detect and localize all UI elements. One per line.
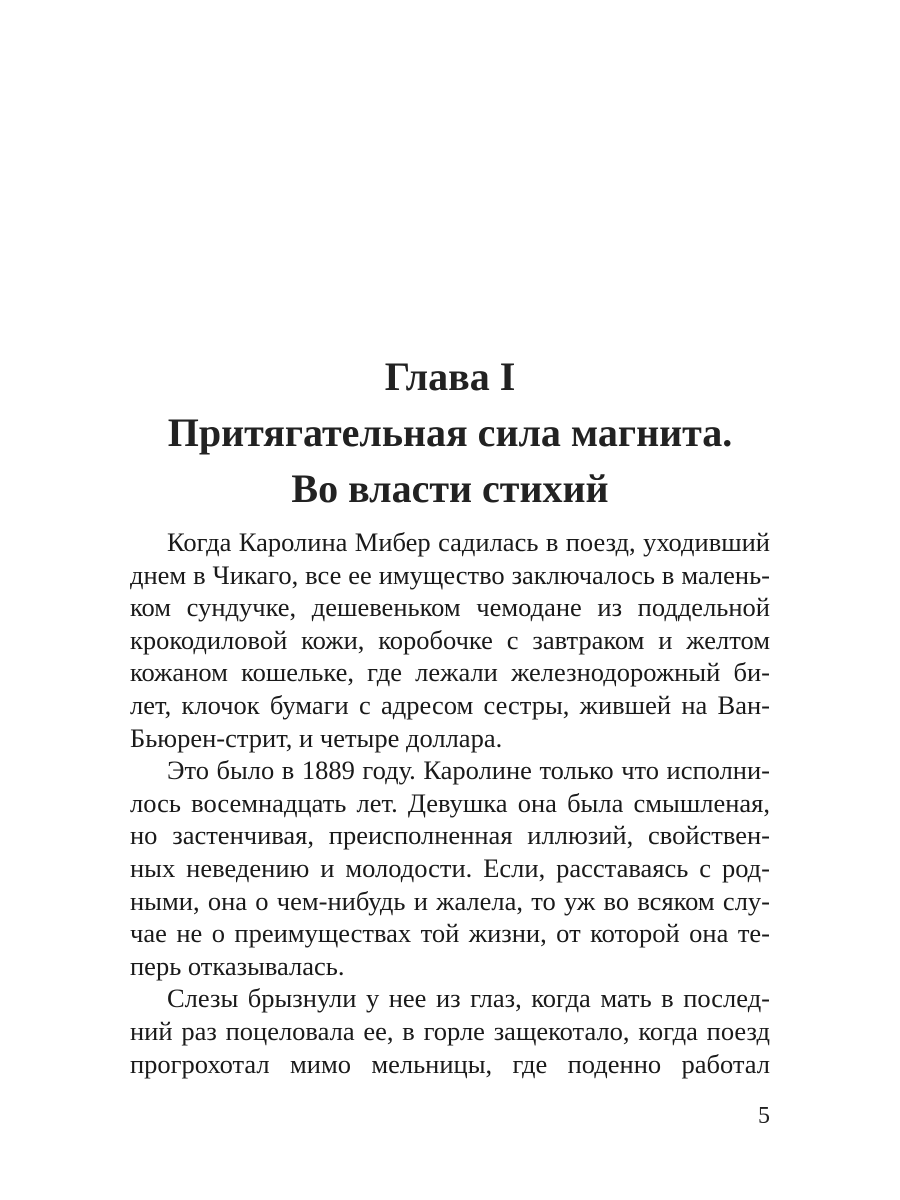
text-line: ком сундучке, дешевеньком чемодане из поддельной	[130, 592, 770, 623]
text-line: перь отказывалась.	[130, 950, 345, 981]
text-line: ных неведению и молодости. Если, расставаясь с род-	[130, 852, 770, 883]
text-line: Слезы брызнули у нее из глаз, когда мать в послед-	[167, 983, 770, 1014]
paragraph-2	[130, 754, 770, 982]
text-line: прогрохотал мимо мельницы, где поденно работал	[130, 1048, 770, 1079]
text-line: но застенчивая, преисполненная иллюзий, свойствен-	[130, 820, 770, 851]
page-number: 5	[758, 1103, 770, 1129]
text-line: лось восемнадцать лет. Девушка она была смышленая,	[130, 787, 770, 818]
text-line: крокодиловой кожи, коробочке с завтраком и желтом	[130, 624, 770, 655]
chapter-title-line-1: Притягательная сила магнита.	[167, 410, 733, 455]
chapter-title-line-2: Во власти стихий	[291, 466, 609, 511]
paragraph-3	[130, 982, 770, 1080]
text-line: ний раз поцеловала ее, в горле защекотало, когда поезд	[130, 1015, 770, 1046]
text-line: лет, клочок бумаги с адресом сестры, жившей на Ван-	[130, 689, 770, 720]
chapter-number: Глава I	[384, 354, 516, 399]
chapter-heading	[130, 349, 770, 517]
text-line: чае не о преимуществах той жизни, от которой она те-	[130, 918, 770, 949]
text-line: Когда Каролина Мибер садилась в поезд, уходивший	[167, 527, 770, 557]
text-line: ными, она о чем-нибудь и жалела, то уж во всяком слу-	[130, 885, 770, 916]
text-line: кожаном кошельке, где лежали железнодорожный би-	[130, 657, 770, 688]
body-text	[130, 526, 770, 1080]
text-line: днем в Чикаго, все ее имущество заключалось в малень-	[130, 559, 770, 590]
text-line: Бьюрен-стрит, и четыре доллара.	[130, 722, 503, 753]
text-line: Это было в 1889 году. Каролине только что исполни-	[167, 755, 770, 786]
paragraph-1	[130, 526, 770, 754]
